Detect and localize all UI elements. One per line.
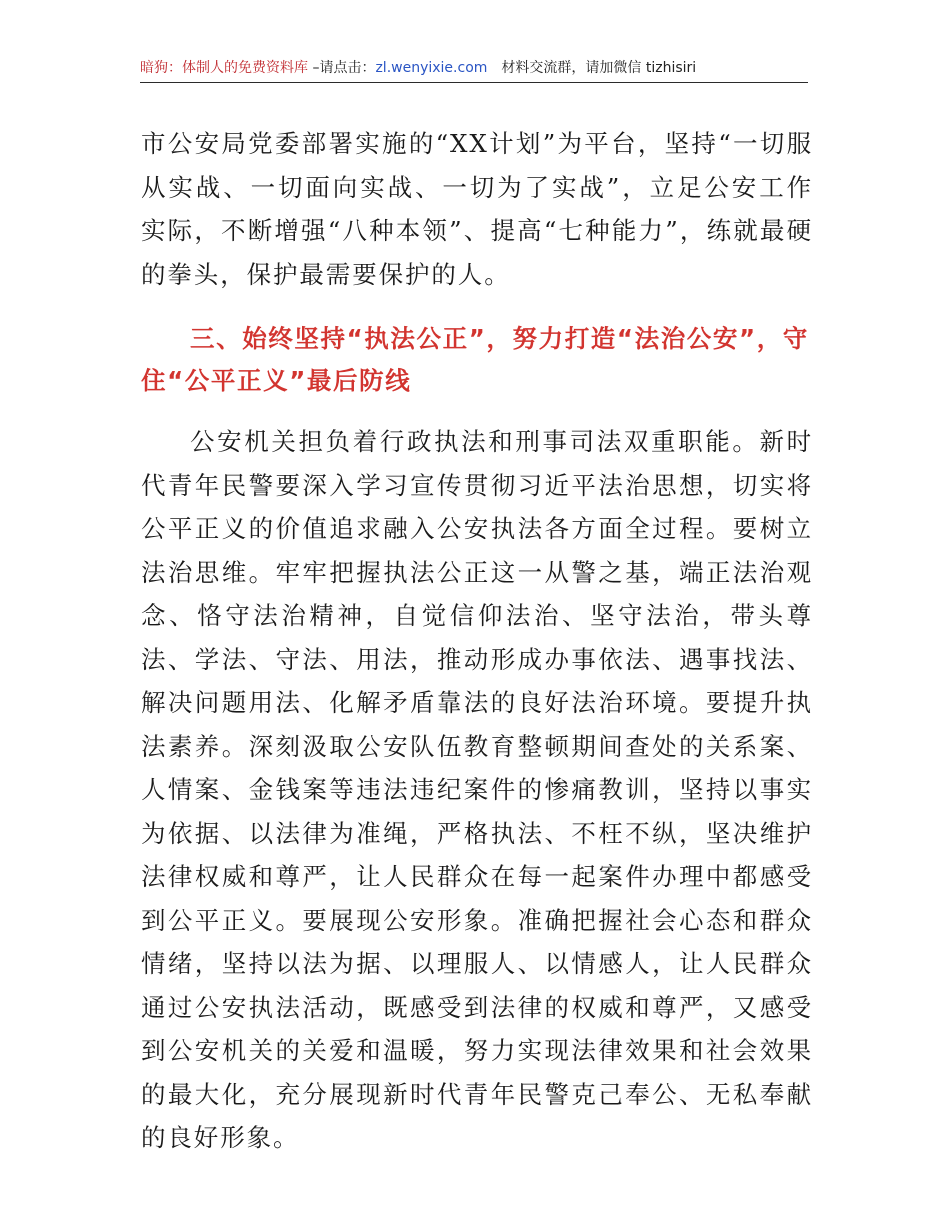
body-paragraph: 公安机关担负着行政执法和刑事司法双重职能。新时代青年民警要深入学习宣传贯彻习近平法治思想，切实将公平正义的价值追求融入公安执法各方面全过程。要树立法治思维。牢牢把握执法公正这一从警之基，端正法治观念、恪守法治精神，自觉信仰法治、坚守法治，带头尊法、学法、守法、用法，推动形成办事依法、遇事找法、解决问题用法、化解矛盾靠法的良好法治环境。要提升执法素养。深刻汲取公安队伍教育整顿期间查处的关系案、人情案、金钱案等违法违纪案件的惨痛教训，坚持以事实为依据、以法律为准绳，严格执法、不枉不纵，坚决维护法律权威和尊严，让人民群众在每一起案件办理中都感受到公平正义。要展现公安形象。准确把握社会心态和群众情绪，坚持以法为据、以理服人、以情感人，让人民群众通过公安执法活动，既感受到法律的权威和尊严，又感受到公安机关的关爱和温暖，努力实现法律效果和社会效果的最大化，充分展现新时代青年民警克己奉公、无私奉献的良好形象。	[141, 427, 813, 1152]
document-body	[141, 122, 813, 1160]
header-prompt: –请点击：	[308, 60, 376, 76]
header-contact: 材料交流群，请加微信 tizhisiri	[501, 60, 697, 76]
page-header	[140, 58, 808, 83]
header-url-link[interactable]: zl.wenyixie.com	[375, 60, 488, 76]
header-brand: 暗狗：体制人的免费资料库	[140, 60, 308, 76]
intro-paragraph: 市公安局党委部署实施的“XX计划”为平台，坚持“一切服从实战、一切面向实战、一切为了实战”，立足公安工作实际，不断增强“八种本领”、提高“七种能力”，练就最硬的拳头，保护最需要保护的人。	[141, 129, 813, 289]
section-heading: 三、始终坚持“执法公正”，努力打造“法治公安”，守住“公平正义”最后防线	[141, 324, 809, 395]
